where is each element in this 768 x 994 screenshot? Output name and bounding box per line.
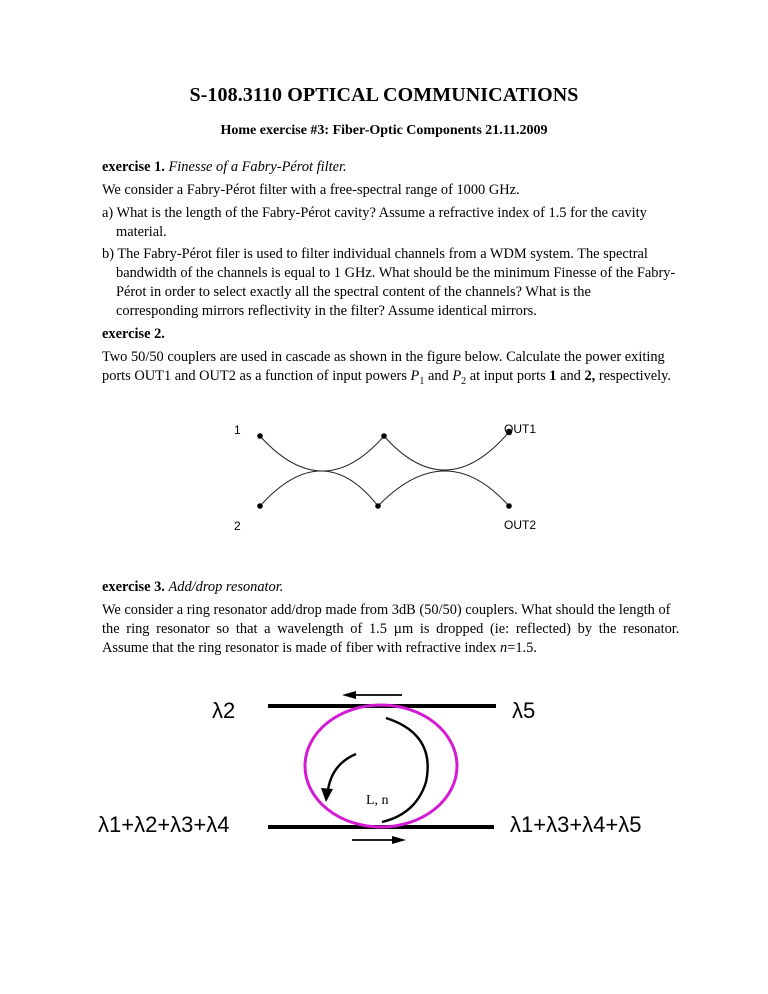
text-fragment: and bbox=[424, 368, 453, 384]
exercise-1-intro: We consider a Fabry-Pérot filter with a free-spectral range of 1000 GHz. bbox=[102, 182, 520, 198]
exercise-2-text-line-1: Two 50/50 couplers are used in cascade as shown in the figure below. Calculate the power exiting bbox=[102, 349, 665, 365]
exercise-2-label: exercise 2. bbox=[102, 326, 165, 342]
power-p2-subscript: 2 bbox=[461, 375, 467, 387]
text-fragment: Assume that the ring resonator is made of fiber with refractive index bbox=[102, 640, 501, 656]
coupler-junction-dot bbox=[381, 433, 387, 439]
exercise-1-question-a-line-2: material. bbox=[116, 224, 167, 240]
output-2-port-dot bbox=[506, 503, 512, 509]
exercise-3-topic: Add/drop resonator. bbox=[168, 579, 284, 595]
coupler-cascade-figure bbox=[220, 418, 560, 540]
circulation-arrowhead bbox=[321, 788, 333, 802]
top-arrowhead bbox=[342, 691, 356, 699]
bottom-right-wavelength-label: λ1+λ3+λ4+λ5 bbox=[510, 812, 642, 837]
exercise-3-text-line-2: the ring resonator so that a wavelength of 1.5 µm is dropped (ie: reflected) by the resonator. bbox=[102, 621, 680, 637]
exercise-1-topic: Finesse of a Fabry-Pérot filter. bbox=[168, 159, 347, 175]
top-left-wavelength-label: λ2 bbox=[212, 698, 236, 723]
port-1-label: 1 bbox=[549, 368, 557, 384]
exercise-2-text-line-2 bbox=[102, 367, 722, 391]
input-1-port-dot bbox=[257, 433, 263, 439]
ring-resonator-figure bbox=[90, 690, 690, 890]
text-fragment: at input ports bbox=[466, 368, 550, 384]
circulation-arc-left bbox=[328, 754, 356, 790]
text-fragment: =1.5. bbox=[507, 640, 537, 656]
bottom-arrowhead bbox=[392, 836, 406, 844]
lower-fiber-path bbox=[260, 471, 509, 506]
text-fragment: ports OUT1 and OUT2 as a function of input powers bbox=[102, 368, 411, 384]
exercise-1-question-a-line-1: a) What is the length of the Fabry-Pérot cavity? Assume a refractive index of 1.5 for the cavity bbox=[102, 205, 647, 221]
bottom-left-wavelength-label: λ1+λ2+λ3+λ4 bbox=[98, 812, 230, 837]
exercise-1-heading bbox=[102, 158, 692, 177]
input-2-label: 2 bbox=[234, 519, 241, 533]
exercise-1-question-b-line-3: Pérot in order to select exactly all the spectral content of the channels? What is the bbox=[116, 284, 591, 300]
input-1-label: 1 bbox=[234, 423, 241, 437]
exercise-3-text-line-3 bbox=[102, 639, 692, 658]
coupler-junction-dot bbox=[375, 503, 381, 509]
refractive-index-symbol: n bbox=[500, 640, 508, 656]
output-2-label: OUT2 bbox=[504, 518, 537, 532]
exercise-1-question-b-line-4: corresponding mirrors reflectivity in the filter? Assume identical mirrors. bbox=[116, 303, 537, 319]
ring-resonator bbox=[305, 705, 457, 827]
exercise-3-label: exercise 3. bbox=[102, 579, 165, 595]
circulation-arc-right bbox=[382, 718, 428, 822]
exercise-1-label: exercise 1. bbox=[102, 159, 165, 175]
exercise-3-text-line-1: We consider a ring resonator add/drop made from 3dB (50/50) couplers. What should the length of bbox=[102, 602, 671, 618]
exercise-3-heading bbox=[102, 578, 692, 597]
power-p1-subscript: 1 bbox=[419, 375, 425, 387]
power-p1: P bbox=[410, 368, 420, 384]
top-right-wavelength-label: λ5 bbox=[512, 698, 536, 723]
text-fragment: and bbox=[556, 368, 585, 384]
output-1-label: OUT1 bbox=[504, 421, 537, 436]
exercise-1-question-b-line-2: bandwidth of the channels is equal to 1 GHz. What should be the minimum Finesse of the Fabry- bbox=[116, 265, 676, 281]
ring-parameters-label: L, n bbox=[366, 793, 389, 808]
input-2-port-dot bbox=[257, 503, 263, 509]
power-p2: P bbox=[452, 368, 462, 384]
text-fragment: respectively. bbox=[595, 368, 672, 384]
document-title: S-108.3110 OPTICAL COMMUNICATIONS bbox=[189, 84, 579, 106]
exercise-2-heading bbox=[102, 325, 692, 344]
port-2-label: 2, bbox=[584, 368, 596, 384]
document-subtitle: Home exercise #3: Fiber-Optic Components 21.11.2009 bbox=[220, 123, 548, 138]
exercise-1-question-b-line-1: b) The Fabry-Pérot filer is used to filter individual channels from a WDM system. The spectral bbox=[102, 246, 648, 262]
